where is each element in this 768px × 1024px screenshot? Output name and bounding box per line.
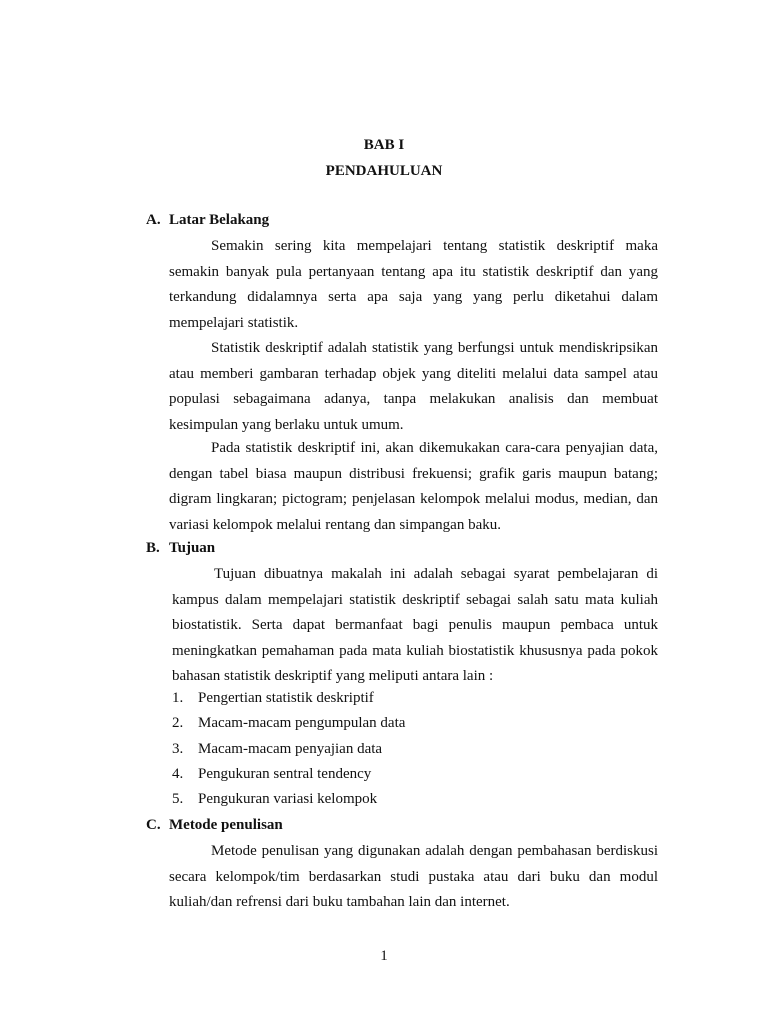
paragraph: Pada statistik deskriptif ini, akan dikemukakan cara-cara penyajian data, dengan tabel biasa maupun distribusi frekuensi; grafik garis maupun batang; digram lingkaran; pictogram; penjelasan kelompok melalui modus, median, dan variasi kelompok melalui rentang dan simpangan baku. bbox=[169, 440, 658, 533]
section-letter: A. bbox=[146, 212, 161, 228]
section-letter: C. bbox=[146, 817, 161, 833]
list-number: 1. bbox=[172, 690, 184, 706]
list-number: 5. bbox=[172, 791, 184, 808]
section-heading-metode-penulisan bbox=[146, 817, 283, 834]
list-number: 2. bbox=[172, 715, 184, 732]
paragraph: Tujuan dibuatnya makalah ini adalah sebagai syarat pembelajaran di kampus dalam mempelajari statistik deskriptif sebagai salah satu mata kuliah biostatistik. Serta dapat bermanfaat bagi penulis maupun pembaca untuk meningkatkan pemahaman pada mata kuliah biostatistik khususnya pada pokok bahasan statistik deskriptif yang meliputi antara lain : bbox=[172, 566, 658, 685]
list-item bbox=[172, 787, 405, 812]
chapter-title: PENDAHULUAN bbox=[325, 163, 443, 179]
paragraph: Metode penulisan yang digunakan adalah dengan pembahasan berdiskusi secara kelompok/tim berdasarkan studi pustaka atau dari buku dan modul kuliah/dan refrensi dari buku tambahan lain dan internet. bbox=[169, 843, 658, 911]
list-text: Macam-macam pengumpulan data bbox=[198, 715, 406, 732]
chapter-number: BAB I bbox=[363, 137, 405, 153]
list-item bbox=[172, 686, 405, 711]
objectives-list bbox=[172, 686, 405, 812]
page-number: 1 bbox=[380, 948, 388, 964]
paragraph: Semakin sering kita mempelajari tentang statistik deskriptif maka semakin banyak pula pertanyaan tentang apa itu statistik deskriptif dan yang terkandung didalamnya serta apa saja yang yang perlu diketahui dalam mempelajari statistik. bbox=[169, 238, 658, 331]
list-item bbox=[172, 711, 405, 736]
section-heading-latar-belakang bbox=[146, 212, 269, 229]
section-title: Metode penulisan bbox=[169, 817, 283, 833]
list-number: 4. bbox=[172, 765, 184, 782]
list-item bbox=[172, 762, 405, 787]
list-text: Macam-macam penyajian data bbox=[198, 740, 383, 757]
list-text: Pengukuran sentral tendency bbox=[198, 765, 372, 782]
list-item bbox=[172, 737, 405, 762]
section-title: Latar Belakang bbox=[169, 212, 270, 228]
list-text: Pengertian statistik deskriptif bbox=[198, 690, 374, 706]
section-letter: B. bbox=[146, 540, 160, 556]
list-text: Pengukuran variasi kelompok bbox=[198, 791, 378, 808]
section-title: Tujuan bbox=[169, 540, 216, 556]
list-number: 3. bbox=[172, 740, 184, 757]
paragraph: Statistik deskriptif adalah statistik yang berfungsi untuk mendiskripsikan atau memberi gambaran terhadap objek yang diteliti melalui data sampel atau populasi sebagaimana adanya, tanpa melakukan analisis dan membuat kesimpulan yang berlaku untuk umum. bbox=[169, 340, 658, 433]
section-heading-tujuan bbox=[146, 540, 215, 557]
